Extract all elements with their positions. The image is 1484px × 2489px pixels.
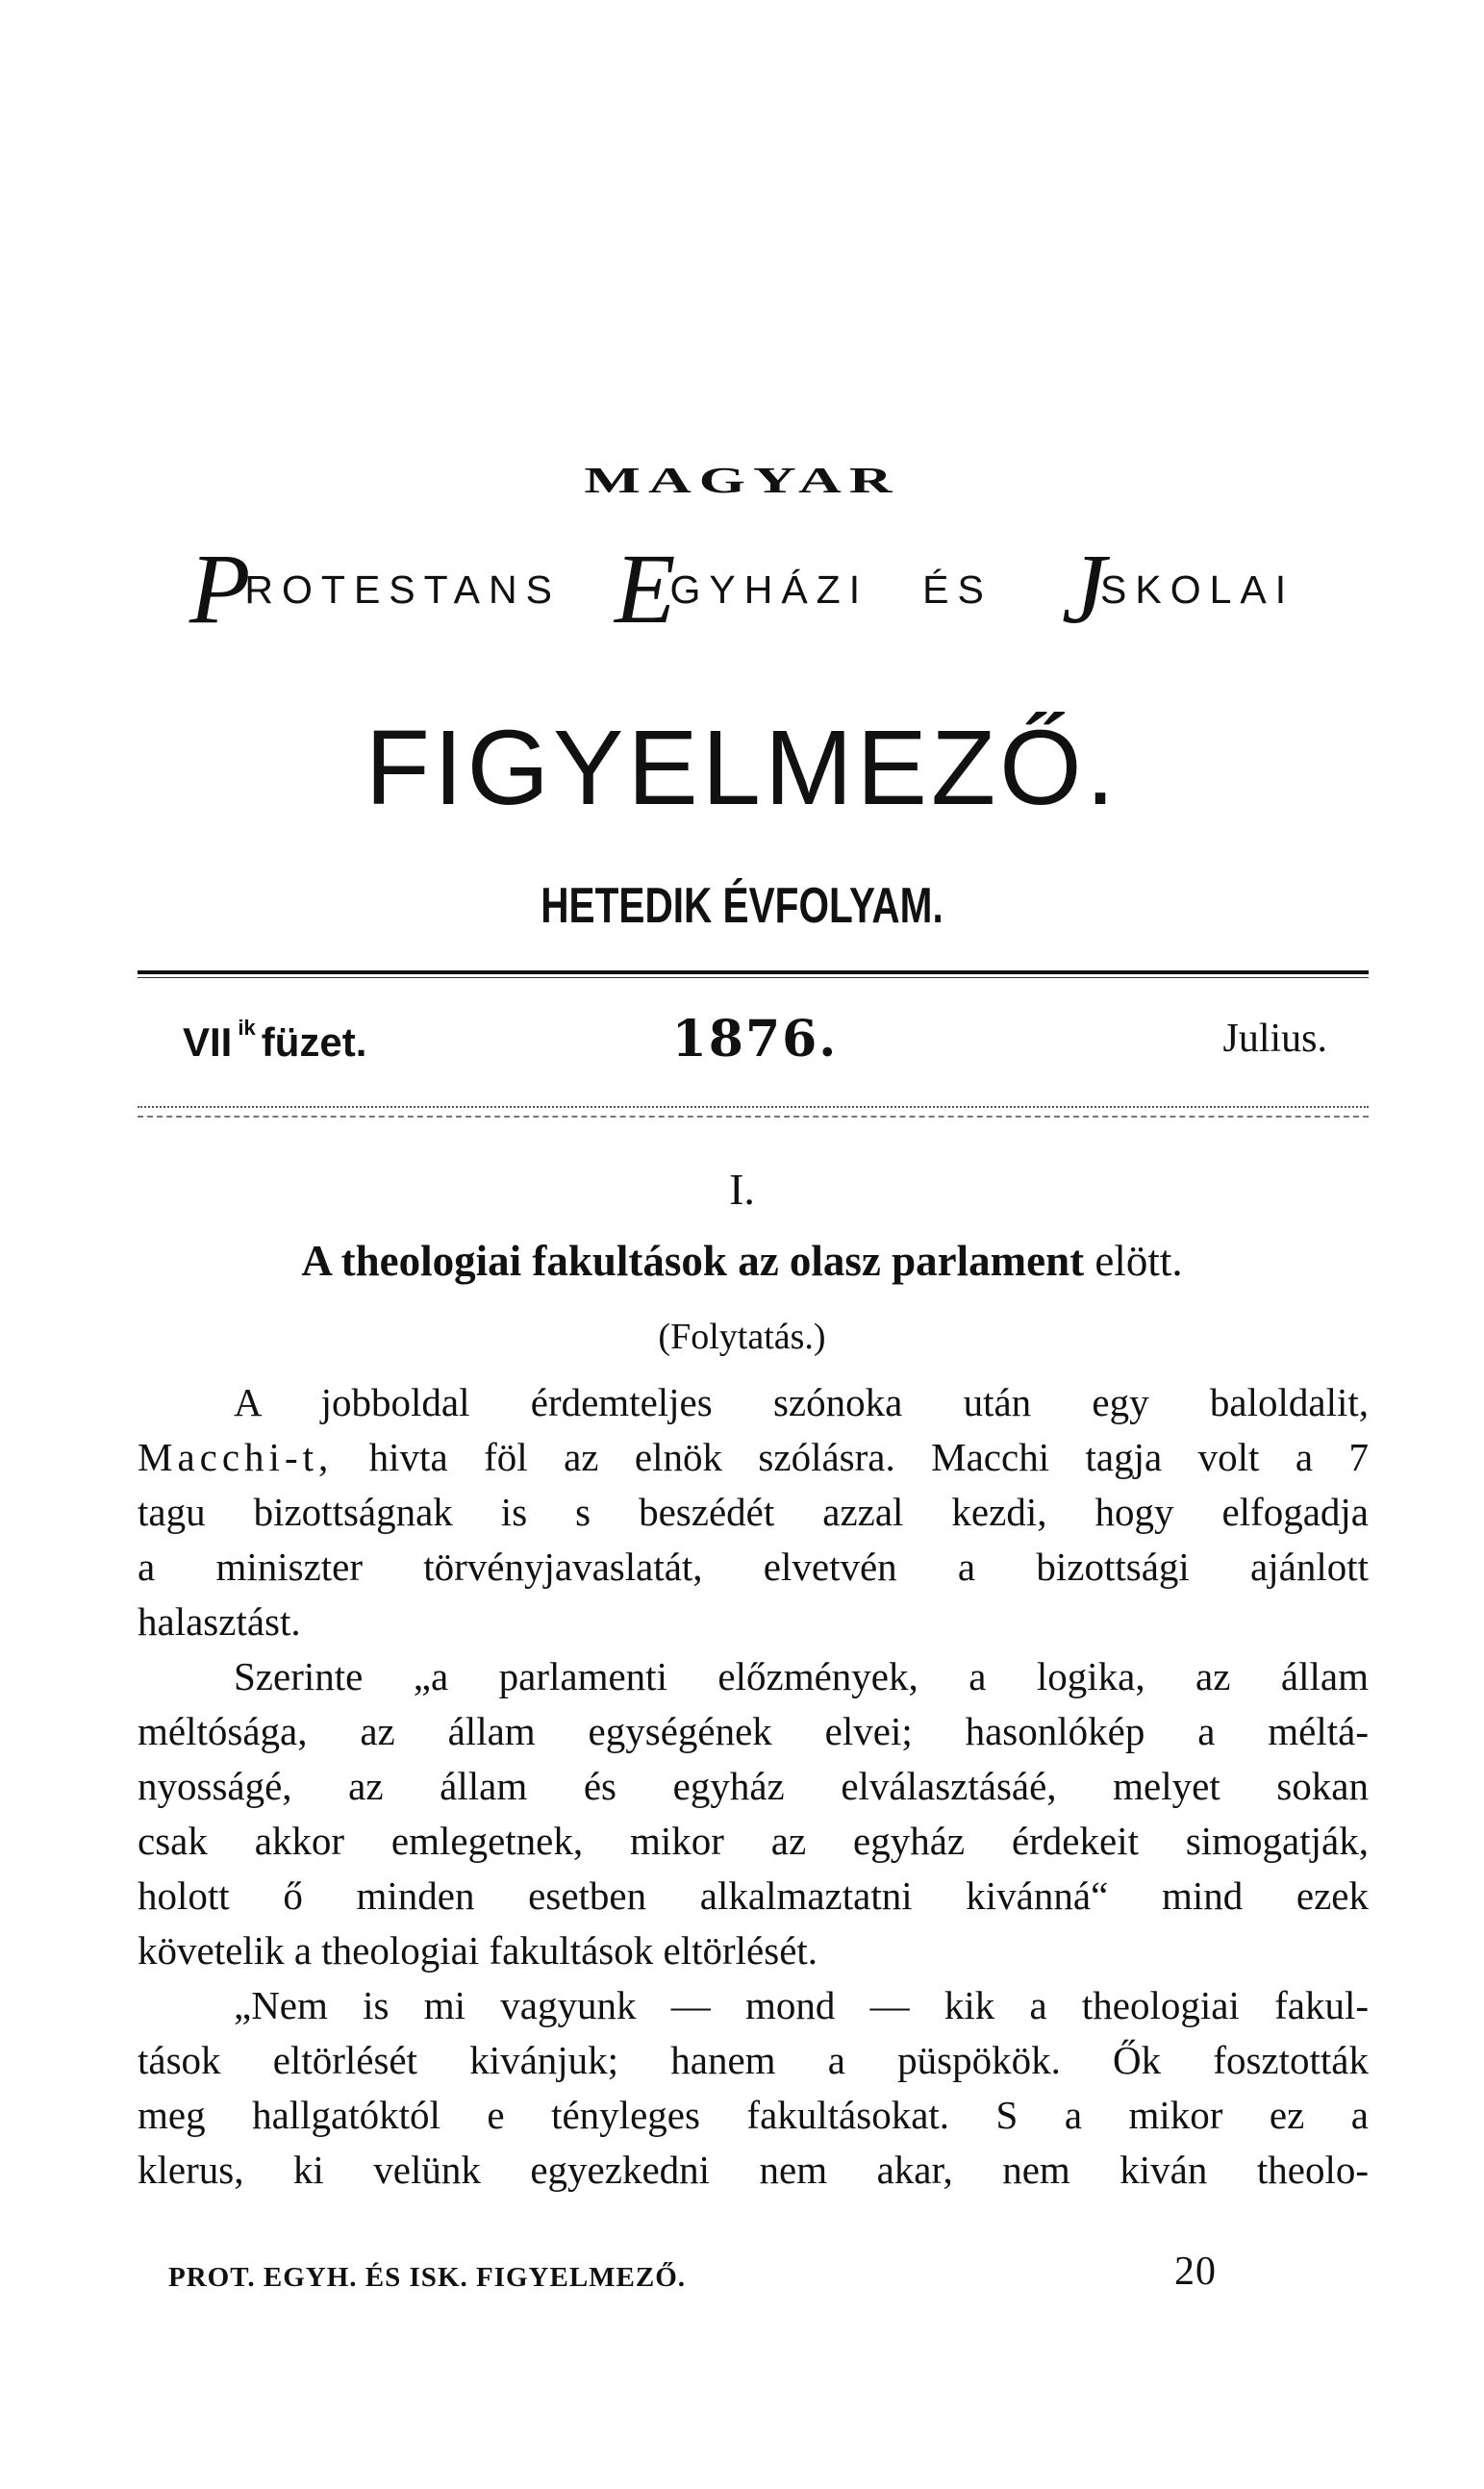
- text-line: Szerinte „a parlamenti előzmények, a logika, az állam: [234, 1654, 1369, 1698]
- article-title: A theologiai fakultások az olasz parlament elött.: [301, 1237, 1183, 1285]
- subtitle-word-egyhazi: GYHÁZI: [669, 567, 869, 612]
- section-number: I.: [729, 1165, 755, 1214]
- volume-label: HETEDIK ÉVFOLYAM.: [541, 878, 943, 934]
- text-line: „Nem is mi vagyunk — mond — kik a theologiai fakul-: [234, 1983, 1369, 2027]
- page-number: 20: [1174, 2250, 1217, 2294]
- issue-number: VII $^{ik}$ füzet.: [183, 1016, 367, 1065]
- issue-year: 1876.: [671, 1010, 839, 1069]
- subtitle-initial-p: P: [189, 534, 251, 644]
- text-line: holott ő minden esetben alkalmaztatni kivánná“ mind ezek: [138, 1873, 1369, 1918]
- masthead-magyar: MAGYAR: [584, 460, 900, 501]
- text-line: tások eltörlését kivánjuk; hanem a püspökök. Ők fosztották: [138, 2038, 1369, 2082]
- text-line: A jobboldal érdemteljes szónoka után egy baloldalit,: [234, 1380, 1369, 1424]
- text-line: nyosságé, az állam és egyház elválasztásáé, melyet sokan: [138, 1764, 1369, 1808]
- text-line: csak akkor emlegetnek, mikor az egyház érdekeit simogatják,: [138, 1819, 1369, 1863]
- subtitle-initial-i: J: [1061, 534, 1106, 644]
- divider-dotted-second: [138, 1116, 1369, 1118]
- text-line: a miniszter törvényjavaslatát, elvetvén a bizottsági ajánlott: [138, 1545, 1369, 1589]
- footer-signature: PROT. EGYH. ÉS ISK. FIGYELMEZŐ.: [168, 2262, 687, 2293]
- subtitle-word-iskolai: SKOLAI: [1100, 567, 1295, 612]
- text-line: halasztást.: [138, 1599, 301, 1644]
- text-line: Macchi-t, hivta föl az elnök szólásra. Macchi tagja volt a 7: [138, 1435, 1369, 1479]
- text-line: követelik a theologiai fakultások eltörlését.: [138, 1928, 818, 1973]
- issue-label: füzet.: [261, 1019, 367, 1065]
- issue-info-row: [183, 1010, 1327, 1077]
- article-continued-note: (Folytatás.): [658, 1317, 826, 1357]
- text-line: tagu bizottságnak is s beszédét azzal kezdi, hogy elfogadja: [138, 1490, 1369, 1534]
- subtitle-word-protestans: ROTESTANS: [244, 567, 561, 612]
- divider-dotted: [138, 1106, 1369, 1108]
- text-line: meg hallgatóktól e tényleges fakultásokat. S a mikor ez a: [138, 2093, 1369, 2137]
- subtitle-word-es: ÉS: [922, 567, 993, 612]
- text-line: klerus, ki velünk egyezkedni nem akar, nem kiván theolo-: [138, 2148, 1369, 2192]
- issue-month: Julius.: [1222, 1017, 1327, 1061]
- article-body: [138, 1375, 1369, 2198]
- name-macchi: Macchi-t,: [138, 1435, 334, 1479]
- issue-suffix: ik: [238, 1016, 256, 1040]
- divider-rule: [138, 970, 1369, 974]
- subtitle-initial-e: E: [614, 534, 676, 644]
- page-title: FIGYELMEZŐ.: [365, 709, 1119, 827]
- masthead-subtitle: [0, 534, 1484, 644]
- divider-rule-thin: [138, 977, 1369, 978]
- text-line: méltósága, az állam egységének elvei; hasonlókép a méltá-: [138, 1709, 1369, 1753]
